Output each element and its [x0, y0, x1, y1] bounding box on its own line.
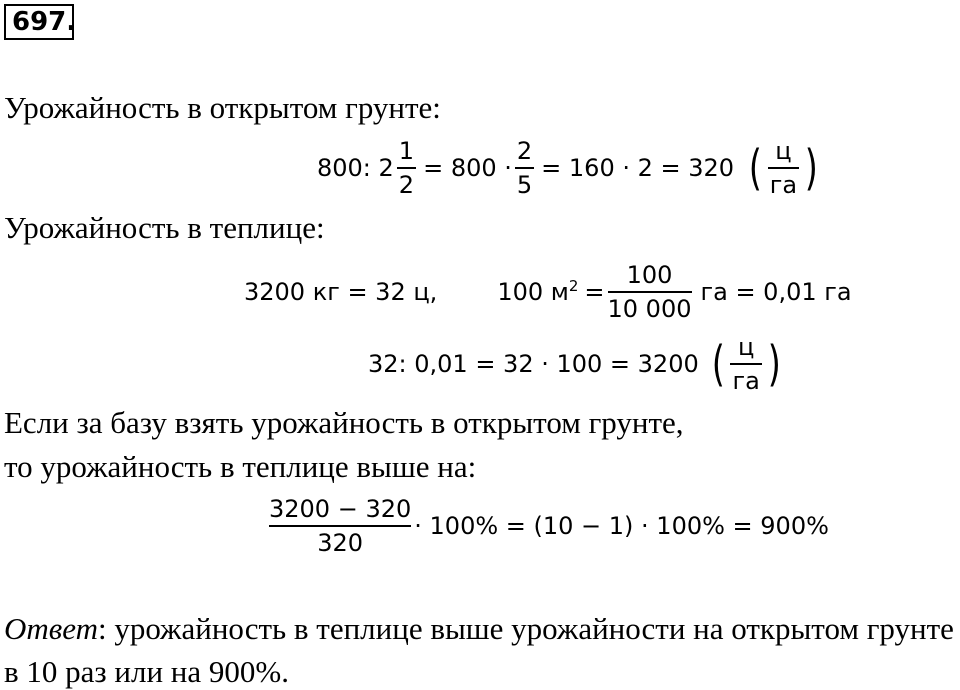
open-ground-eq-c: = 160 · 2 = 320 [541, 154, 735, 182]
answer-text-1: : урожайность в теплице выше урожайности на открытом грунте [97, 611, 954, 646]
problem-number: 697. [4, 4, 74, 40]
greenhouse-equation [368, 326, 784, 402]
comparison-line-2: то урожайность в теплице выше на: [4, 449, 477, 484]
answer-line-1 [4, 611, 954, 647]
unit-numerator: ц [775, 137, 792, 165]
area-conversion-c: га = 0,01 га [700, 278, 852, 306]
open-ground-eq-a: 800: 2 [317, 154, 394, 182]
greenhouse-conversions [244, 254, 852, 330]
open-ground-equation [317, 130, 821, 206]
comparison-equation [266, 488, 829, 564]
area-fraction [608, 262, 692, 322]
fraction-denominator: 5 [515, 167, 534, 198]
area-fraction-denominator: 10 000 [608, 291, 692, 322]
area-fraction-numerator: 100 [626, 261, 673, 289]
fraction-numerator: 2 [516, 137, 533, 165]
right-paren: ) [767, 336, 781, 392]
ratio-denominator: 320 [269, 525, 411, 556]
unit-denominator: га [730, 363, 761, 394]
left-paren: ( [748, 140, 762, 196]
mass-conversion: 3200 кг = 32 ц, [244, 278, 438, 306]
area-exponent: 2 [568, 277, 579, 295]
comparison-eq-tail: · 100% = (10 − 1) · 100% = 900% [414, 512, 829, 540]
answer-label: Ответ [4, 611, 98, 646]
area-conversion-a: 100 м [497, 278, 569, 306]
unit-fraction [768, 138, 799, 198]
area-conversion-b: = [584, 278, 605, 306]
ratio-fraction [269, 496, 411, 556]
unit-fraction [730, 334, 761, 394]
ratio-numerator: 3200 − 320 [269, 495, 412, 523]
right-paren: ) [804, 140, 819, 196]
greenhouse-heading: Урожайность в теплице: [4, 210, 325, 245]
comparison-line-1: Если за базу взять урожайность в открытом грунте, [4, 405, 684, 440]
fraction-two-fifths [515, 138, 534, 198]
left-paren: ( [711, 336, 725, 392]
mixed-fraction-numerator: 1 [398, 137, 415, 165]
mixed-fraction-denominator: 2 [397, 167, 416, 198]
answer-line-2: в 10 раз или на 900%. [4, 654, 289, 689]
open-ground-heading: Урожайность в открытом грунте: [4, 90, 441, 125]
open-ground-eq-b: = 800 · [423, 154, 512, 182]
mixed-fraction [397, 138, 416, 198]
unit-numerator: ц [737, 333, 755, 361]
unit-denominator: га [768, 167, 799, 198]
greenhouse-eq: 32: 0,01 = 32 · 100 = 3200 [368, 350, 699, 378]
